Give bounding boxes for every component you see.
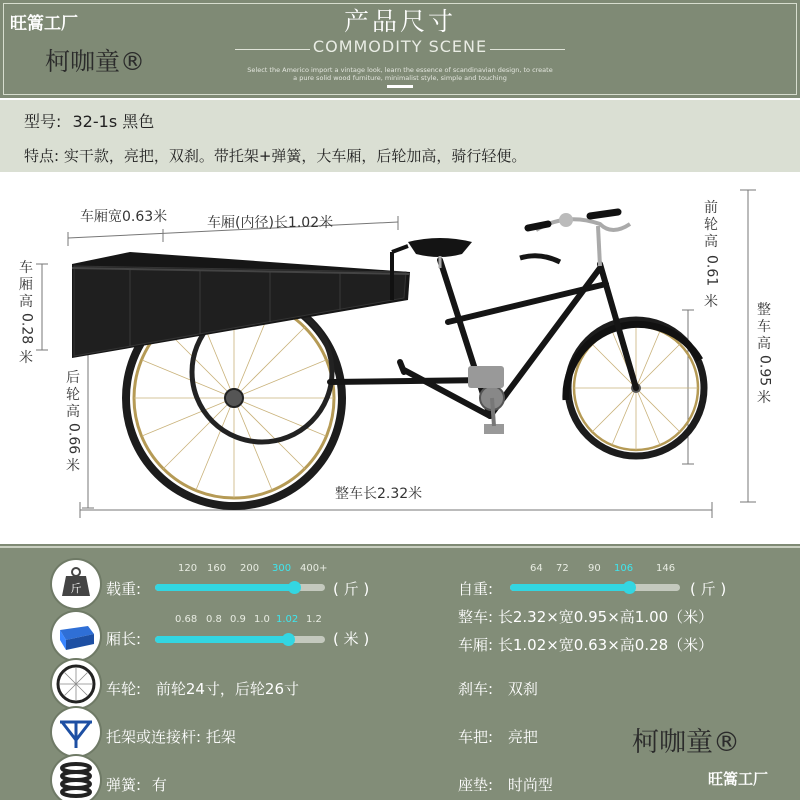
model-label: 型号: [24, 112, 62, 131]
box-size-label: 车厢: [458, 636, 494, 654]
box-size-value: 长1.02×宽0.63×高0.28（米） [497, 636, 714, 654]
front-wheel-char-2: 轮 [704, 217, 718, 233]
load-tick-selected: 300 [272, 563, 292, 574]
brand-watermark: 柯咖童® [45, 47, 146, 76]
total-height-value: 0.95 [756, 355, 773, 387]
front-wheel-label [702, 200, 720, 311]
total-height-unit: 米 [757, 390, 771, 407]
box-size-row [458, 634, 713, 655]
vehicle-size-value: 长2.32×宽0.95×高1.00（米） [497, 608, 714, 626]
front-wheel-char-3: 高 [704, 234, 718, 250]
rear-wheel-char-3: 高 [66, 404, 80, 420]
spring-icon [52, 756, 100, 800]
spring-row [106, 774, 167, 795]
bracket-icon [52, 708, 100, 756]
wheel-label: 车轮: [106, 680, 142, 698]
rear-wheel-unit: 米 [66, 458, 80, 475]
bracket-row [106, 726, 236, 747]
box-tick-selected: 1.02 [276, 614, 299, 625]
vehicle-size-label: 整车: [458, 608, 494, 626]
footer-shop-name: 旺篙工厂 [708, 770, 769, 788]
box-width-label: 车厢宽0.63米 [80, 209, 168, 225]
seat-value: 时尚型 [507, 776, 553, 794]
box-length-slider-fill [155, 636, 288, 643]
rear-wheel-value: 0.66 [65, 423, 82, 455]
wheel-row [106, 678, 299, 699]
box-tick: 1.0 [254, 614, 270, 625]
box-height-char-2: 厢 [19, 277, 33, 293]
spring-label: 弹簧: [106, 776, 142, 794]
spring-value: 有 [151, 776, 167, 794]
weight-unit: ( 斤 ) [690, 580, 727, 598]
weight-tick: 64 [530, 563, 543, 574]
box-length-unit: ( 米 ) [333, 630, 370, 648]
total-height-label [755, 302, 773, 407]
divider-right [490, 49, 565, 50]
box-height-value: 0.28 [18, 313, 35, 345]
section-title: 产品尺寸 [343, 7, 456, 36]
box-height-char-1: 车 [19, 260, 33, 276]
note-line-1: Select the Americo import a vintage look, learn the essence of scandinavian design, to create [247, 66, 553, 74]
model-row [24, 109, 154, 132]
load-slider-fill [155, 584, 294, 591]
footer-brand: 柯咖童® [632, 727, 740, 758]
seat-label: 座垫: [458, 776, 494, 794]
rear-wheel-label [64, 370, 82, 475]
weight-tick-selected: 106 [614, 563, 634, 574]
spec-panel [0, 546, 800, 800]
feature-row [24, 145, 526, 166]
box-tick: 0.68 [175, 614, 198, 625]
feature-value: 实干款，亮把，双刹。带托架+弹簧，大车厢，后轮加高，骑行轻便。 [63, 147, 527, 165]
rear-wheel-char-1: 后 [66, 370, 80, 386]
bracket-label: 托架或连接杆: [106, 728, 202, 746]
feature-label: 特点: [24, 147, 60, 165]
weight-icon [52, 560, 100, 608]
box-length-label: 车厢(内径)长1.02米 [207, 215, 334, 231]
wheel-value: 前轮24寸，后轮26寸 [155, 680, 300, 698]
weight-tick: 146 [656, 563, 676, 574]
box-length-slider-knob[interactable] [282, 633, 295, 646]
section-subtitle: COMMODITY SCENE [312, 37, 488, 56]
box-tick: 0.8 [206, 614, 222, 625]
brake-value: 双刹 [507, 680, 538, 698]
weight-tick: 90 [588, 563, 601, 574]
header-banner [0, 0, 800, 98]
vehicle-size-row [458, 606, 713, 627]
cargo-box-icon [52, 612, 100, 660]
svg-text:斤: 斤 [70, 582, 82, 595]
self-weight-label: 自重: [458, 580, 494, 598]
total-height-char-1: 整 [757, 302, 771, 318]
box-tick: 1.2 [306, 614, 322, 625]
wheel-icon [52, 660, 100, 708]
load-tick: 160 [207, 563, 227, 574]
load-slider[interactable] [155, 584, 325, 591]
box-tick: 0.9 [230, 614, 246, 625]
load-tick: 120 [178, 563, 198, 574]
handlebar-row [458, 726, 538, 747]
box-height-char-3: 高 [19, 294, 33, 310]
weight-tick: 72 [556, 563, 569, 574]
handlebar-value: 亮把 [507, 728, 538, 746]
box-length-slider[interactable] [155, 636, 325, 643]
box-height-unit: 米 [19, 350, 33, 367]
header-note [230, 66, 570, 82]
load-tick: 200 [240, 563, 260, 574]
seat-row [458, 774, 553, 795]
box-height-label [17, 260, 35, 367]
load-slider-knob[interactable] [288, 581, 301, 594]
brake-row [458, 678, 538, 699]
weight-slider-fill [510, 584, 629, 591]
front-wheel-value: 0.61 [703, 255, 720, 287]
box-length-spec-label: 厢长: [106, 630, 142, 648]
total-height-char-3: 高 [757, 336, 771, 352]
weight-slider[interactable] [510, 584, 680, 591]
handlebar-label: 车把: [458, 728, 494, 746]
load-label: 载重: [106, 580, 142, 598]
load-tick: 400+ [300, 563, 328, 574]
rear-wheel-char-2: 轮 [66, 387, 80, 403]
product-image-area [0, 172, 800, 544]
total-height-char-2: 车 [757, 319, 771, 335]
note-line-2: a pure solid wood furniture, minimalist style, simple and touching [293, 74, 507, 82]
shop-name: 旺篙工厂 [10, 14, 78, 34]
front-wheel-unit: 米 [704, 294, 718, 311]
front-wheel-char-1: 前 [704, 200, 718, 216]
model-value: 32-1s 黑色 [72, 112, 155, 131]
total-length-label: 整车长2.32米 [335, 486, 423, 502]
brake-label: 刹车: [458, 680, 494, 698]
spec-strip [0, 98, 800, 172]
load-unit: ( 斤 ) [333, 580, 370, 598]
bracket-value: 托架 [205, 728, 236, 746]
weight-slider-knob[interactable] [623, 581, 636, 594]
title-dash [387, 85, 413, 88]
